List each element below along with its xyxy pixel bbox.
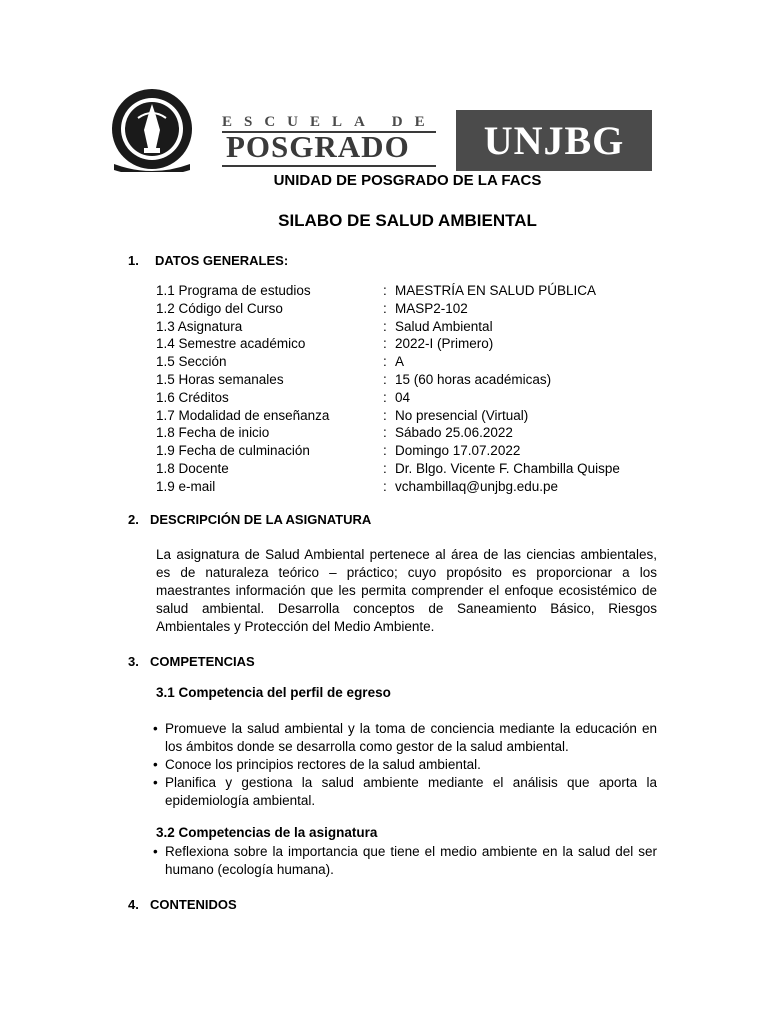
list-item [152,720,657,756]
datos-label: 1.9 e-mail [156,478,216,494]
datos-label: 1.2 Código del Curso [156,300,283,316]
datos-value: MASP2-102 [395,300,468,316]
datos-label: 1.4 Semestre académico [156,336,306,352]
datos-separator: : [383,425,387,441]
bullet-glyph: • [153,844,158,859]
datos-separator: : [383,460,387,476]
section-2-number: 2. [128,512,139,527]
datos-value: Sábado 25.06.2022 [395,425,513,441]
datos-separator: : [383,354,387,370]
datos-value: A [395,354,405,370]
datos-separator: : [383,371,387,387]
section-1-title: DATOS GENERALES: [155,253,289,268]
section-1-number: 1. [128,253,139,268]
datos-separator: : [383,318,387,334]
competencia-asignatura-heading: 3.2 Competencias de la asignatura [156,825,378,840]
datos-label: 1.8 Fecha de inicio [156,425,270,441]
descripcion-paragraph: La asignatura de Salud Ambiental pertenece al área de las ciencias ambientales, es de naturaleza teórico – práctico; cuyo propósito es proporcionar a los maestrantes información que les permita comprender el enfoque ecosistémico de salud ambiental. Desarrolla conceptos de Saneamiento Básico, Riesgos Ambientales y Protección del Medio Ambiente. [156,547,657,634]
competencia-asignatura-list [152,843,657,879]
datos-separator: : [383,336,387,352]
datos-label: 1.6 Créditos [156,389,229,405]
datos-value: No presencial (Virtual) [395,407,529,423]
datos-value: Domingo 17.07.2022 [395,443,521,459]
datos-separator: : [383,478,387,494]
section-4-title: CONTENIDOS [150,897,237,912]
datos-label: 1.7 Modalidad de enseñanza [156,407,330,423]
datos-separator: : [383,407,387,423]
section-3-title: COMPETENCIAS [150,654,255,669]
logo-rule-bottom [222,165,436,167]
email-value[interactable]: vchambillaq@unjbg.edu.pe [395,478,559,494]
list-item [152,843,657,879]
datos-value: MAESTRÍA EN SALUD PÚBLICA [395,283,597,298]
datos-separator: : [383,300,387,316]
datos-value: Salud Ambiental [395,318,493,334]
bullet-glyph: • [153,775,158,790]
datos-label: 1.1 Programa de estudios [156,283,311,298]
university-seal-logo [108,86,196,172]
list-item [152,756,657,774]
datos-label: 1.5 Horas semanales [156,371,284,387]
datos-label: 1.5 Sección [156,354,227,370]
list-item-text: Reflexiona sobre la importancia que tiene el medio ambiente en la salud del ser humano (ecología humana). [165,844,657,877]
list-item-text: Conoce los principios rectores de la salud ambiental. [165,757,481,772]
posgrado-text: POSGRADO [226,129,410,164]
list-item-text: Promueve la salud ambiental y la toma de conciencia mediante la educación en los ámbitos donde se desarrolla como gestor de la salud ambiental. [165,721,657,754]
section-4-number: 4. [128,897,139,912]
document-title: SILABO DE SALUD AMBIENTAL [278,211,537,230]
section-3-number: 3. [128,654,139,669]
competencia-perfil-heading: 3.1 Competencia del perfil de egreso [156,685,391,700]
list-item [152,774,657,810]
unjbg-logo: UNJBG [456,110,652,171]
bullet-glyph: • [153,721,158,736]
unidad-heading: UNIDAD DE POSGRADO DE LA FACS [273,172,542,189]
datos-value: 15 (60 horas académicas) [395,371,552,387]
datos-value: Dr. Blgo. Vicente F. Chambilla Quispe [395,460,620,476]
datos-label: 1.9 Fecha de culminación [156,443,310,459]
list-item-text: Planifica y gestiona la salud ambiente mediante el análisis que aporta la epidemiología ambiental. [165,775,657,808]
datos-value: 2022-I (Primero) [395,336,494,352]
bullet-glyph: • [153,757,158,772]
datos-value: 04 [395,389,411,405]
competencia-perfil-list [152,720,657,810]
section-2-title: DESCRIPCIÓN DE LA ASIGNATURA [150,512,372,527]
datos-label: 1.3 Asignatura [156,318,243,334]
datos-label: 1.8 Docente [156,460,229,476]
escuela-de-text: ESCUELA DE [222,114,437,130]
datos-separator: : [383,283,387,298]
datos-separator: : [383,389,387,405]
datos-separator: : [383,443,387,459]
